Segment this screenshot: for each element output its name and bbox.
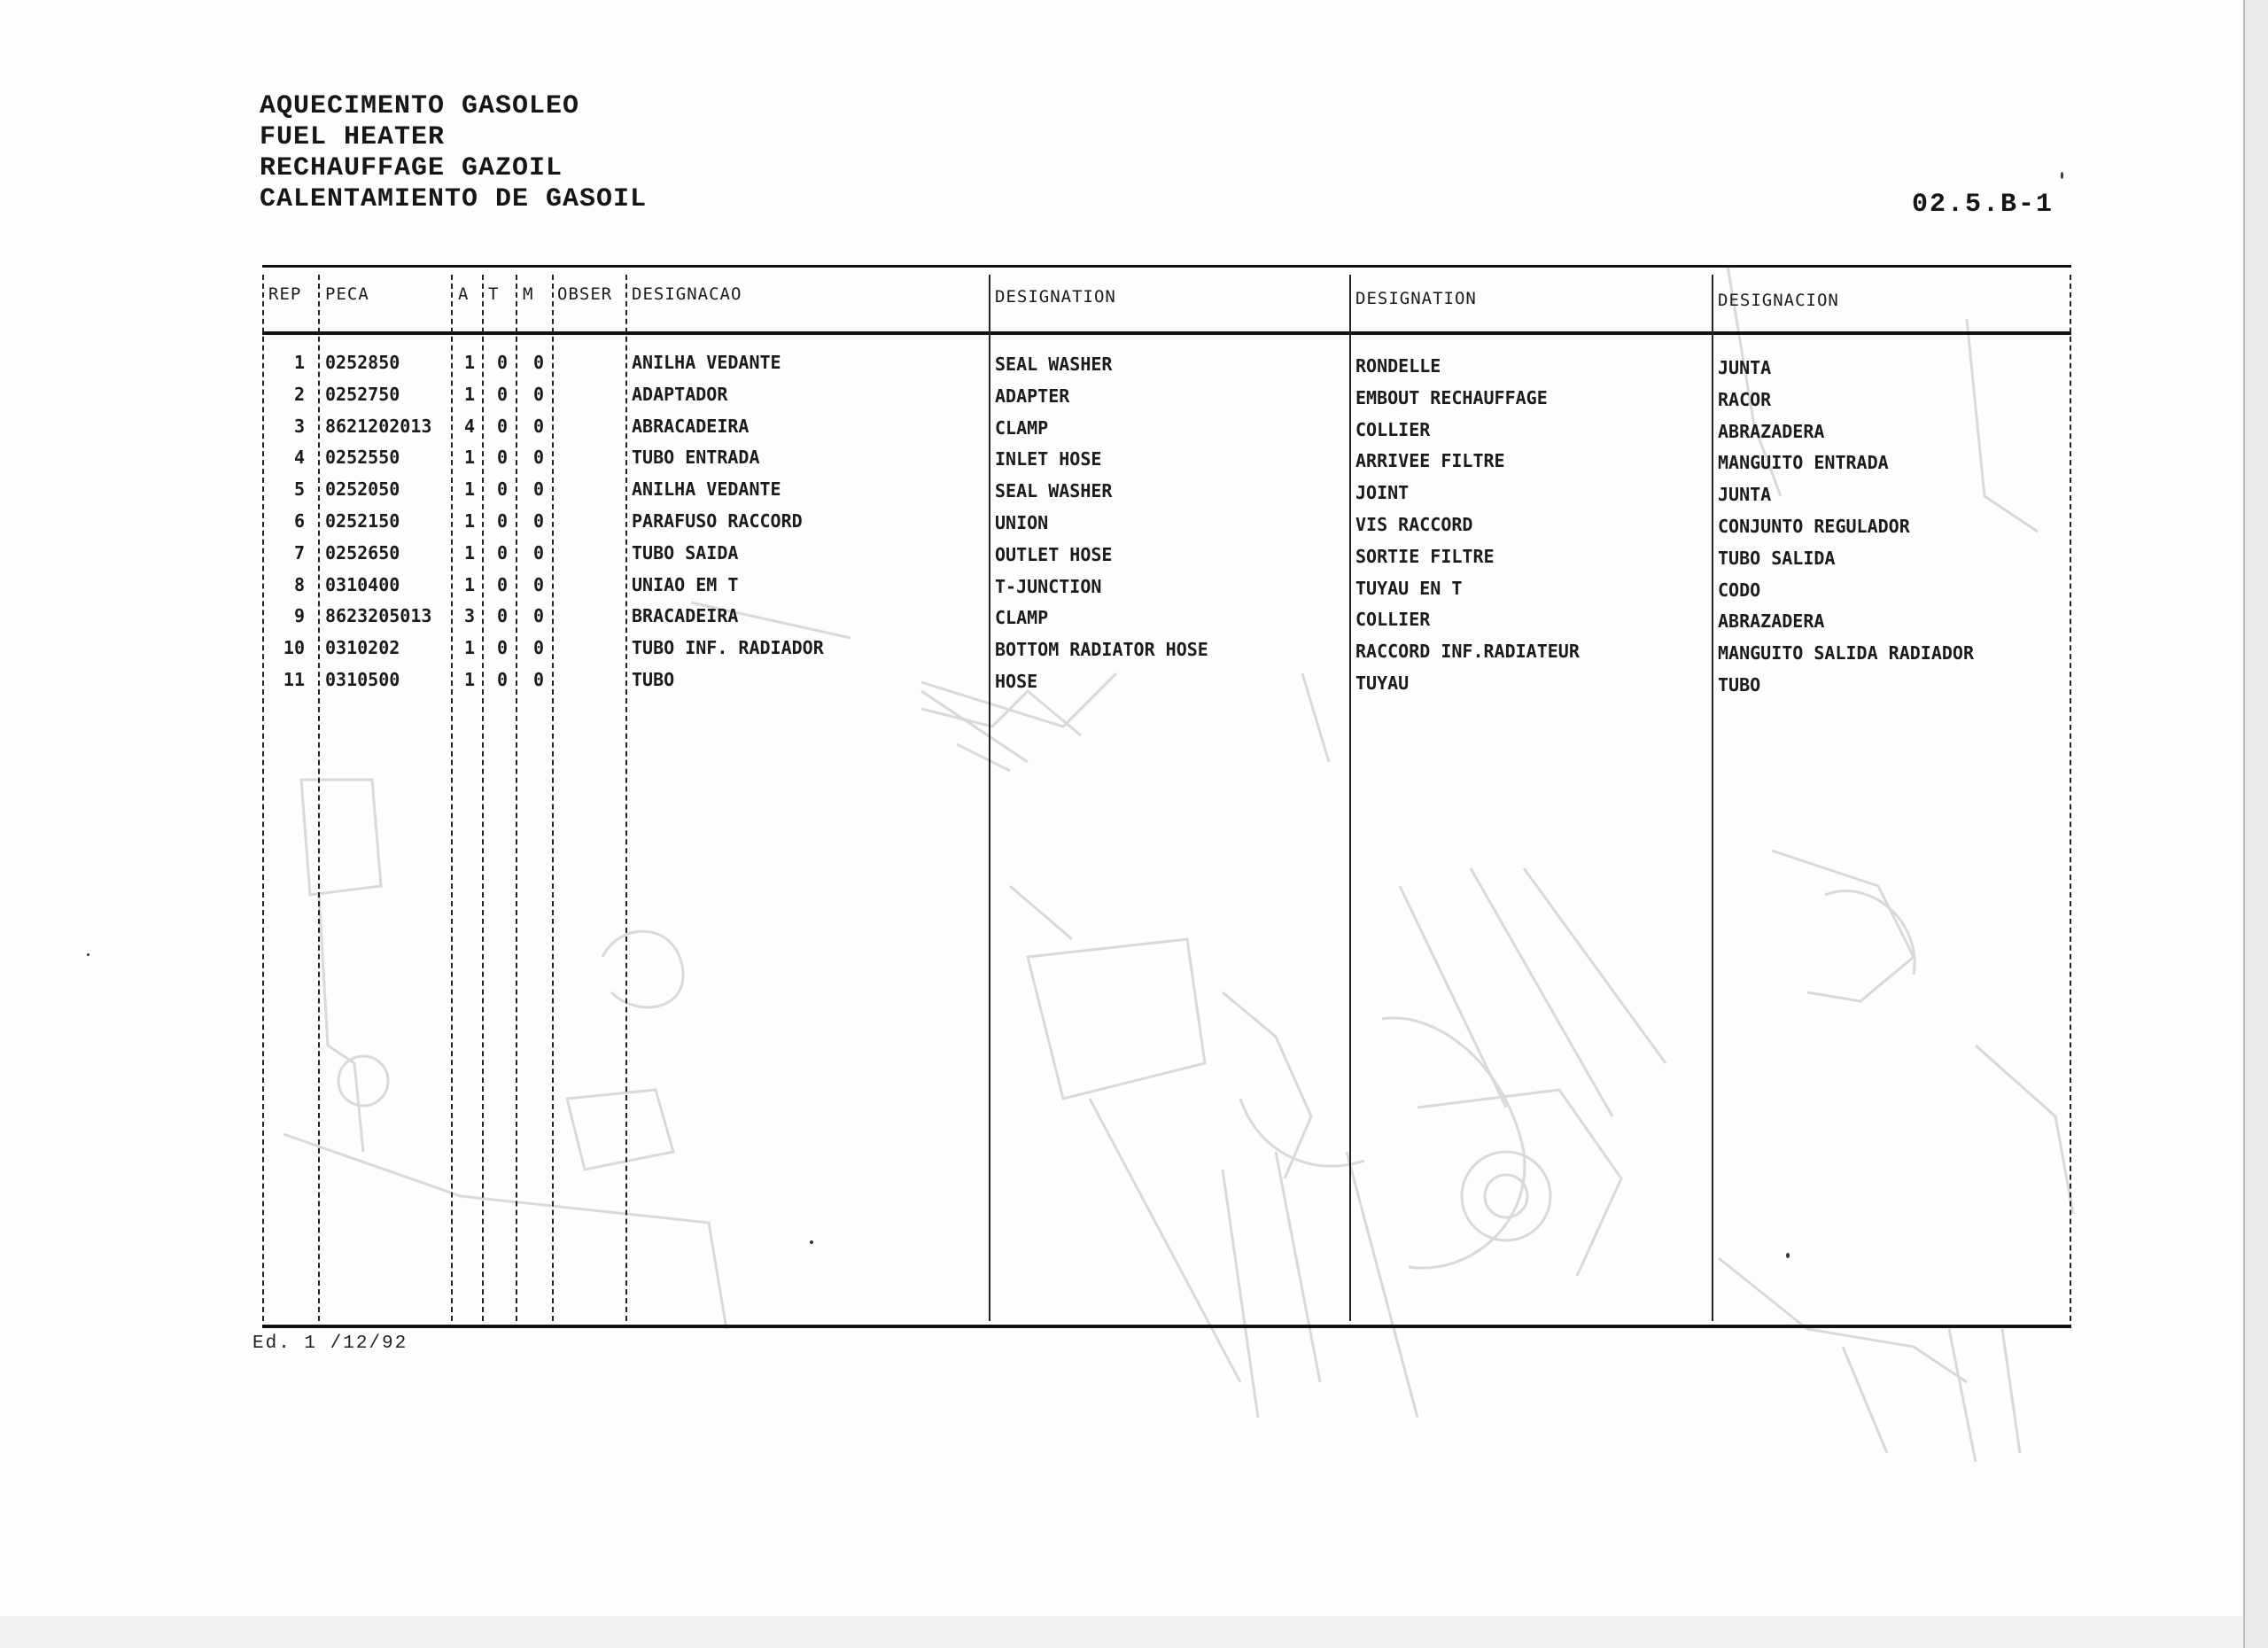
cell-part-number: 0310400 (325, 573, 400, 595)
title-line-pt: AQUECIMENTO GASOLEO (260, 91, 580, 121)
cell-t: 0 (496, 415, 508, 437)
cell-designacion: JUNTA (1718, 484, 1772, 506)
cell-designacion: ABRAZADERA (1718, 610, 1825, 633)
cell-m: 0 (532, 637, 544, 659)
header-designacao: DESIGNACAO (632, 284, 742, 304)
column-rule (1712, 275, 1713, 1321)
cell-a: 1 (463, 541, 475, 564)
cell-designacao: TUBO INF. RADIADOR (632, 637, 824, 659)
header-obser: OBSER (557, 284, 613, 304)
cell-a: 1 (463, 669, 475, 690)
cell-designation-en: HOSE (995, 671, 1038, 692)
cell-m: 0 (532, 447, 544, 469)
cell-m: 0 (532, 510, 544, 532)
cell-designacao: UNIAO EM T (632, 573, 739, 595)
cell-m: 0 (532, 352, 544, 373)
cell-designacion: ABRAZADERA (1718, 420, 1825, 442)
cell-designation-en: OUTLET HOSE (995, 543, 1113, 565)
cell-designation-fr: EMBOUT RECHAUFFAGE (1355, 386, 1548, 408)
cell-a: 1 (463, 383, 475, 405)
cell-designation-en: INLET HOSE (995, 448, 1102, 470)
cell-rep: 5 (293, 478, 305, 501)
scan-speck (1786, 1253, 1790, 1258)
cell-designacion: CONJUNTO REGULADOR (1718, 516, 1910, 537)
cell-rep: 9 (293, 605, 305, 627)
cell-designation-fr: RONDELLE (1355, 355, 1441, 377)
scan-speck (810, 1240, 813, 1244)
cell-t: 0 (496, 447, 508, 469)
cell-designacion: JUNTA (1718, 357, 1772, 378)
cell-designacao: TUBO (632, 669, 675, 690)
column-rule (1349, 275, 1351, 1321)
cell-designacao: BRACADEIRA (632, 605, 739, 627)
edition-date: Ed. 1 /12/92 (252, 1333, 408, 1354)
scan-speck (87, 953, 89, 956)
cell-m: 0 (532, 669, 544, 690)
cell-part-number: 0310500 (325, 669, 400, 690)
cell-designacao: TUBO SAIDA (632, 541, 739, 564)
cell-designation-fr: JOINT (1355, 482, 1410, 504)
cell-designation-en: CLAMP (995, 416, 1049, 439)
cell-a: 3 (463, 605, 475, 627)
cell-designation-fr: SORTIE FILTRE (1355, 545, 1495, 567)
cell-designacao: ANILHA VEDANTE (632, 352, 781, 373)
cell-a: 1 (463, 510, 475, 532)
cell-m: 0 (532, 541, 544, 564)
cell-part-number: 0252050 (325, 478, 400, 501)
header-peca: PECA (325, 284, 369, 304)
page-reference: 02.5.B-1 (1912, 190, 2054, 220)
cell-designacao: ANILHA VEDANTE (632, 478, 781, 501)
cell-t: 0 (496, 669, 508, 690)
cell-t: 0 (496, 605, 508, 627)
cell-designation-en: T-JUNCTION (995, 575, 1102, 597)
title-line-en: FUEL HEATER (260, 122, 446, 152)
cell-part-number: 8623205013 (325, 605, 432, 627)
cell-m: 0 (532, 383, 544, 405)
cell-part-number: 8621202013 (325, 415, 432, 437)
header-designation-fr: DESIGNATION (1355, 289, 1477, 308)
cell-part-number: 0252650 (325, 541, 400, 564)
cell-a: 1 (463, 478, 475, 501)
cell-designation-en: ADAPTER (995, 385, 1070, 407)
scan-edge (2243, 0, 2268, 1648)
scan-speck (2061, 172, 2063, 179)
header-rep: REP (268, 284, 302, 304)
column-rule (552, 275, 554, 1321)
cell-designation-fr: ARRIVEE FILTRE (1355, 450, 1505, 472)
cell-rep: 11 (283, 669, 305, 690)
cell-a: 4 (463, 415, 475, 437)
cell-designation-fr: RACCORD INF.RADIATEUR (1355, 641, 1580, 663)
header-m: M (523, 284, 534, 304)
cell-t: 0 (496, 541, 508, 564)
column-rule (2070, 275, 2071, 1321)
cell-t: 0 (496, 383, 508, 405)
header-t: T (488, 284, 500, 304)
cell-rep: 8 (293, 573, 305, 595)
header-rule (262, 331, 2071, 335)
cell-designation-en: UNION (995, 512, 1049, 533)
cell-t: 0 (496, 637, 508, 659)
cell-designation-en: SEAL WASHER (995, 354, 1113, 375)
cell-m: 0 (532, 605, 544, 627)
cell-m: 0 (532, 478, 544, 501)
cell-part-number: 0252750 (325, 383, 400, 405)
cell-designacao: ABRACADEIRA (632, 415, 750, 437)
cell-designation-fr: VIS RACCORD (1355, 514, 1473, 535)
column-rule (625, 275, 627, 1321)
cell-a: 1 (463, 447, 475, 469)
title-line-fr: RECHAUFFAGE GAZOIL (260, 153, 563, 183)
cell-designation-en: SEAL WASHER (995, 480, 1113, 502)
cell-designation-en: CLAMP (995, 607, 1049, 629)
cell-designation-fr: COLLIER (1355, 609, 1431, 631)
cell-designation-en: BOTTOM RADIATOR HOSE (995, 639, 1208, 661)
header-designation-en: DESIGNATION (995, 287, 1116, 307)
cell-designacion: TUBO SALIDA (1718, 547, 1836, 569)
column-rule (989, 275, 990, 1321)
cell-part-number: 0252550 (325, 447, 400, 469)
header-designacion: DESIGNACION (1718, 291, 1839, 310)
cell-designation-fr: COLLIER (1355, 418, 1431, 440)
cell-t: 0 (496, 573, 508, 595)
cell-m: 0 (532, 573, 544, 595)
cell-rep: 3 (293, 415, 305, 437)
cell-rep: 4 (293, 447, 305, 469)
cell-rep: 1 (293, 352, 305, 373)
cell-rep: 7 (293, 541, 305, 564)
cell-a: 1 (463, 352, 475, 373)
cell-m: 0 (532, 415, 544, 437)
cell-t: 0 (496, 478, 508, 501)
cell-designacion: RACOR (1718, 388, 1772, 410)
cell-designacion: CODO (1718, 579, 1761, 601)
cell-designacao: PARAFUSO RACCORD (632, 510, 803, 532)
cell-designacao: ADAPTADOR (632, 383, 728, 405)
scan-bottom-margin (0, 1616, 2243, 1648)
cell-t: 0 (496, 510, 508, 532)
cell-part-number: 0252850 (325, 352, 400, 373)
cell-designacion: MANGUITO SALIDA RADIADOR (1718, 642, 1974, 665)
cell-rep: 6 (293, 510, 305, 532)
cell-a: 1 (463, 573, 475, 595)
cell-t: 0 (496, 352, 508, 373)
cell-designation-fr: TUYAU (1355, 672, 1410, 694)
cell-designacion: MANGUITO ENTRADA (1718, 452, 1889, 474)
cell-designation-fr: TUYAU EN T (1355, 577, 1463, 599)
title-line-es: CALENTAMIENTO DE GASOIL (260, 184, 648, 214)
cell-designacao: TUBO ENTRADA (632, 447, 760, 469)
cell-designacion: TUBO (1718, 674, 1761, 696)
parts-table (262, 265, 2071, 1328)
cell-rep: 10 (283, 637, 305, 659)
cell-rep: 2 (293, 383, 305, 405)
cell-part-number: 0310202 (325, 637, 400, 659)
column-rule (318, 275, 320, 1321)
cell-part-number: 0252150 (325, 510, 400, 532)
document-title (260, 91, 647, 215)
header-a: A (458, 284, 470, 304)
cell-a: 1 (463, 637, 475, 659)
